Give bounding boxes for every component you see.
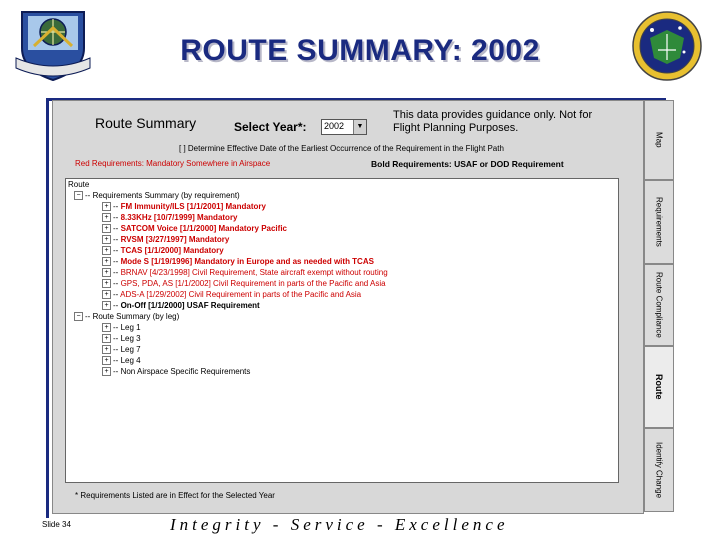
expand-icon[interactable]: + [102, 323, 111, 332]
route-tree[interactable] [65, 178, 619, 483]
tree-leg-item[interactable]: + -- Leg 1 [102, 322, 141, 333]
collapse-icon[interactable]: − [74, 191, 83, 200]
expand-icon[interactable]: + [102, 279, 111, 288]
vertical-tab-strip [644, 100, 672, 512]
tree-requirement-item[interactable]: + -- GPS, PDA, AS [1/1/2002] Civil Requirement in parts of the Pacific and Asia [102, 278, 386, 289]
collapse-icon[interactable]: − [74, 312, 83, 321]
tree-root[interactable]: Route [68, 180, 90, 189]
expand-icon[interactable]: + [102, 235, 111, 244]
tab-route[interactable]: Route [644, 346, 674, 428]
tab-route-compliance[interactable]: Route Compliance [644, 264, 674, 346]
tree-requirement-item[interactable]: + -- FM Immunity/ILS [1/1/2001] Mandatory [102, 201, 266, 212]
expand-icon[interactable]: + [102, 345, 111, 354]
expand-icon[interactable]: + [102, 367, 111, 376]
tab-identify-change[interactable]: Identify Change [644, 428, 674, 512]
tab-requirements[interactable]: Requirements [644, 180, 674, 264]
expand-icon[interactable]: + [102, 290, 111, 299]
expand-icon[interactable]: + [102, 268, 111, 277]
expand-icon[interactable]: + [102, 257, 111, 266]
tree-leg-item[interactable]: + -- Leg 3 [102, 333, 141, 344]
expand-icon[interactable]: + [102, 334, 111, 343]
expand-icon[interactable]: + [102, 246, 111, 255]
footnote: * Requirements Listed are in Effect for the Selected Year [75, 491, 275, 500]
chevron-down-icon[interactable]: ▼ [353, 120, 366, 134]
tagline: Integrity - Service - Excellence [170, 515, 509, 534]
expand-icon[interactable]: + [102, 202, 111, 211]
expand-icon[interactable]: + [102, 213, 111, 222]
tree-requirement-item[interactable]: + -- TCAS [1/1/2000] Mandatory [102, 245, 224, 256]
tree-requirement-item[interactable]: + -- RVSM [3/27/1997] Mandatory [102, 234, 229, 245]
tab-map[interactable]: Map [644, 100, 674, 180]
earliest-occurrence-checkbox-row[interactable] [179, 144, 504, 153]
year-select[interactable] [321, 119, 367, 135]
tree-requirement-item[interactable]: + -- Mode S [1/19/1996] Mandatory in Europe and as needed with TCAS [102, 256, 374, 267]
select-year-label: Select Year*: [234, 120, 307, 134]
legend-bold-requirements: Bold Requirements: USAF or DOD Requirement [371, 159, 564, 169]
year-select-value: 2002 [324, 121, 345, 131]
tree-requirement-item[interactable]: + -- BRNAV [4/23/1998] Civil Requirement, State aircraft exempt without routing [102, 267, 388, 278]
earliest-occurrence-checkbox[interactable]: [ ] [179, 144, 186, 153]
tree-leg-item[interactable]: + -- Non Airspace Specific Requirements [102, 366, 250, 377]
tree-leg-item[interactable]: + -- Leg 7 [102, 344, 141, 355]
route-summary-window [52, 100, 644, 514]
tree-requirement-item[interactable]: + -- 8.33KHz [10/7/1999] Mandatory [102, 212, 238, 223]
expand-icon[interactable]: + [102, 301, 111, 310]
legend-red-requirements: Red Requirements: Mandatory Somewhere in Airspace [75, 159, 271, 168]
left-divider [46, 98, 49, 518]
window-title: Route Summary [95, 115, 197, 131]
tree-requirement-item[interactable]: + -- On-Off [1/1/2000] USAF Requirement [102, 300, 260, 311]
slide-title: ROUTE SUMMARY: 2002 [180, 34, 540, 67]
tree-requirement-item[interactable]: + -- ADS-A [1/29/2002] Civil Requirement in parts of the Pacific and Asia [102, 289, 361, 300]
tree-group-requirements-summary[interactable]: − -- Requirements Summary (by requirement) [74, 190, 240, 201]
expand-icon[interactable]: + [102, 356, 111, 365]
tree-requirement-item[interactable]: + -- SATCOM Voice [1/1/2000] Mandatory Pacific [102, 223, 287, 234]
expand-icon[interactable]: + [102, 224, 111, 233]
disclaimer-text: This data provides guidance only. Not for Flight Planning Purposes. [393, 109, 593, 134]
tree-leg-item[interactable]: + -- Leg 4 [102, 355, 141, 366]
slide-number: Slide 34 [42, 520, 71, 529]
earliest-occurrence-label: Determine Effective Date of the Earliest Occurrence of the Requirement in the Flight Path [187, 144, 504, 153]
tree-group-route-summary[interactable]: − -- Route Summary (by leg) [74, 311, 179, 322]
